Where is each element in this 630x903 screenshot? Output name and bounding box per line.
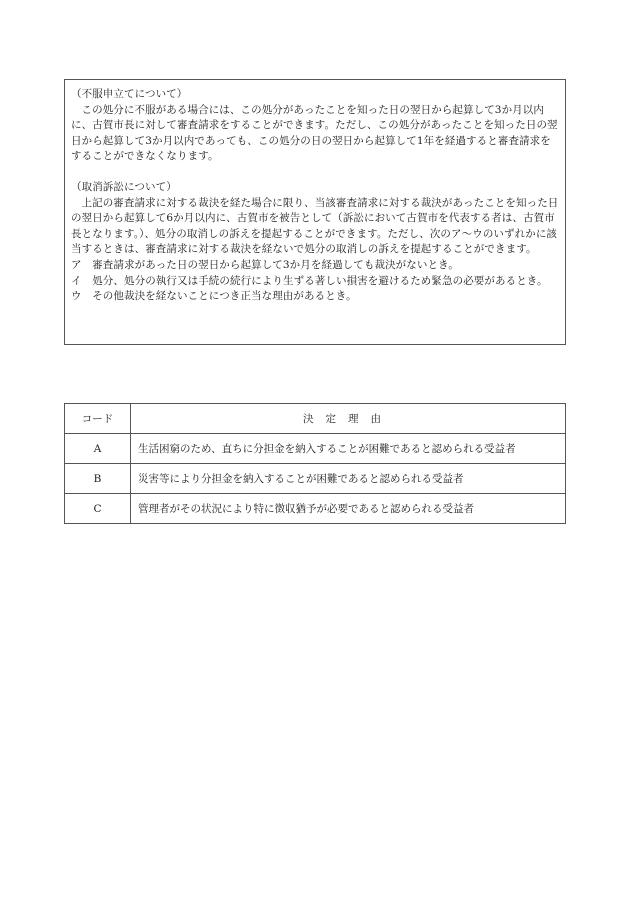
- row-reason: 管理者がその状況により特に徴収猶予が必要であると認められる受益者: [131, 494, 566, 524]
- row-reason: 災害等により分担金を納入することが困難であると認められる受益者: [131, 464, 566, 494]
- lawsuit-item-i: イ 処分、処分の執行又は手続の続行により生ずる著しい損害を避けるため緊急の必要があるとき。: [71, 274, 548, 287]
- row-code: C: [65, 494, 131, 524]
- section-gap: [71, 165, 559, 180]
- table-header-row: [65, 404, 566, 434]
- table-row: [65, 464, 566, 494]
- header-code: コード: [65, 404, 131, 434]
- row-reason: 生活困窮のため、直ちに分担金を納入することが困難であると認められる受益者: [131, 434, 566, 464]
- decision-reason-table: [64, 403, 566, 524]
- table-row: [65, 434, 566, 464]
- header-reason: 決定理由: [131, 404, 566, 434]
- lawsuit-item-u: ウ その他裁決を経ないことにつき正当な理由があるとき。: [71, 290, 357, 303]
- table-row: [65, 494, 566, 524]
- row-code: A: [65, 434, 131, 464]
- appeal-notice-box: [64, 79, 566, 345]
- appeal-body: この処分に不服がある場合には、この処分があったことを知った日の翌日から起算して3か月以内に、古賀市長に対して審査請求をすることができます。ただし、この処分があったことを知った日の翌日から起算して3か月以内であっても、この処分の日の翌日から起算して1年を経過すると審査請求をすることができなくなります。: [71, 103, 558, 163]
- appeal-heading: （不服申立てについて）: [71, 88, 188, 100]
- row-code: B: [65, 464, 131, 494]
- lawsuit-body: 上記の審査請求に対する裁決を経た場合に限り、当該審査請求に対する裁決があったことを知った日の翌日から起算して6か月以内に、古賀市を被告として（訴訟において古賀市を代表する者は、古賀市長となります。）、処分の取消しの訴えを提起することができます。ただし、次のア～ウのいずれかに該当するときは、審査請求に対する裁決を経ないで処分の取消しの訴えを提起することができます。: [71, 196, 559, 256]
- lawsuit-item-a: ア 審査請求があった日の翌日から起算して3か月を経過しても裁決がないとき。: [71, 258, 459, 271]
- lawsuit-heading: （取消訴訟について）: [71, 180, 177, 193]
